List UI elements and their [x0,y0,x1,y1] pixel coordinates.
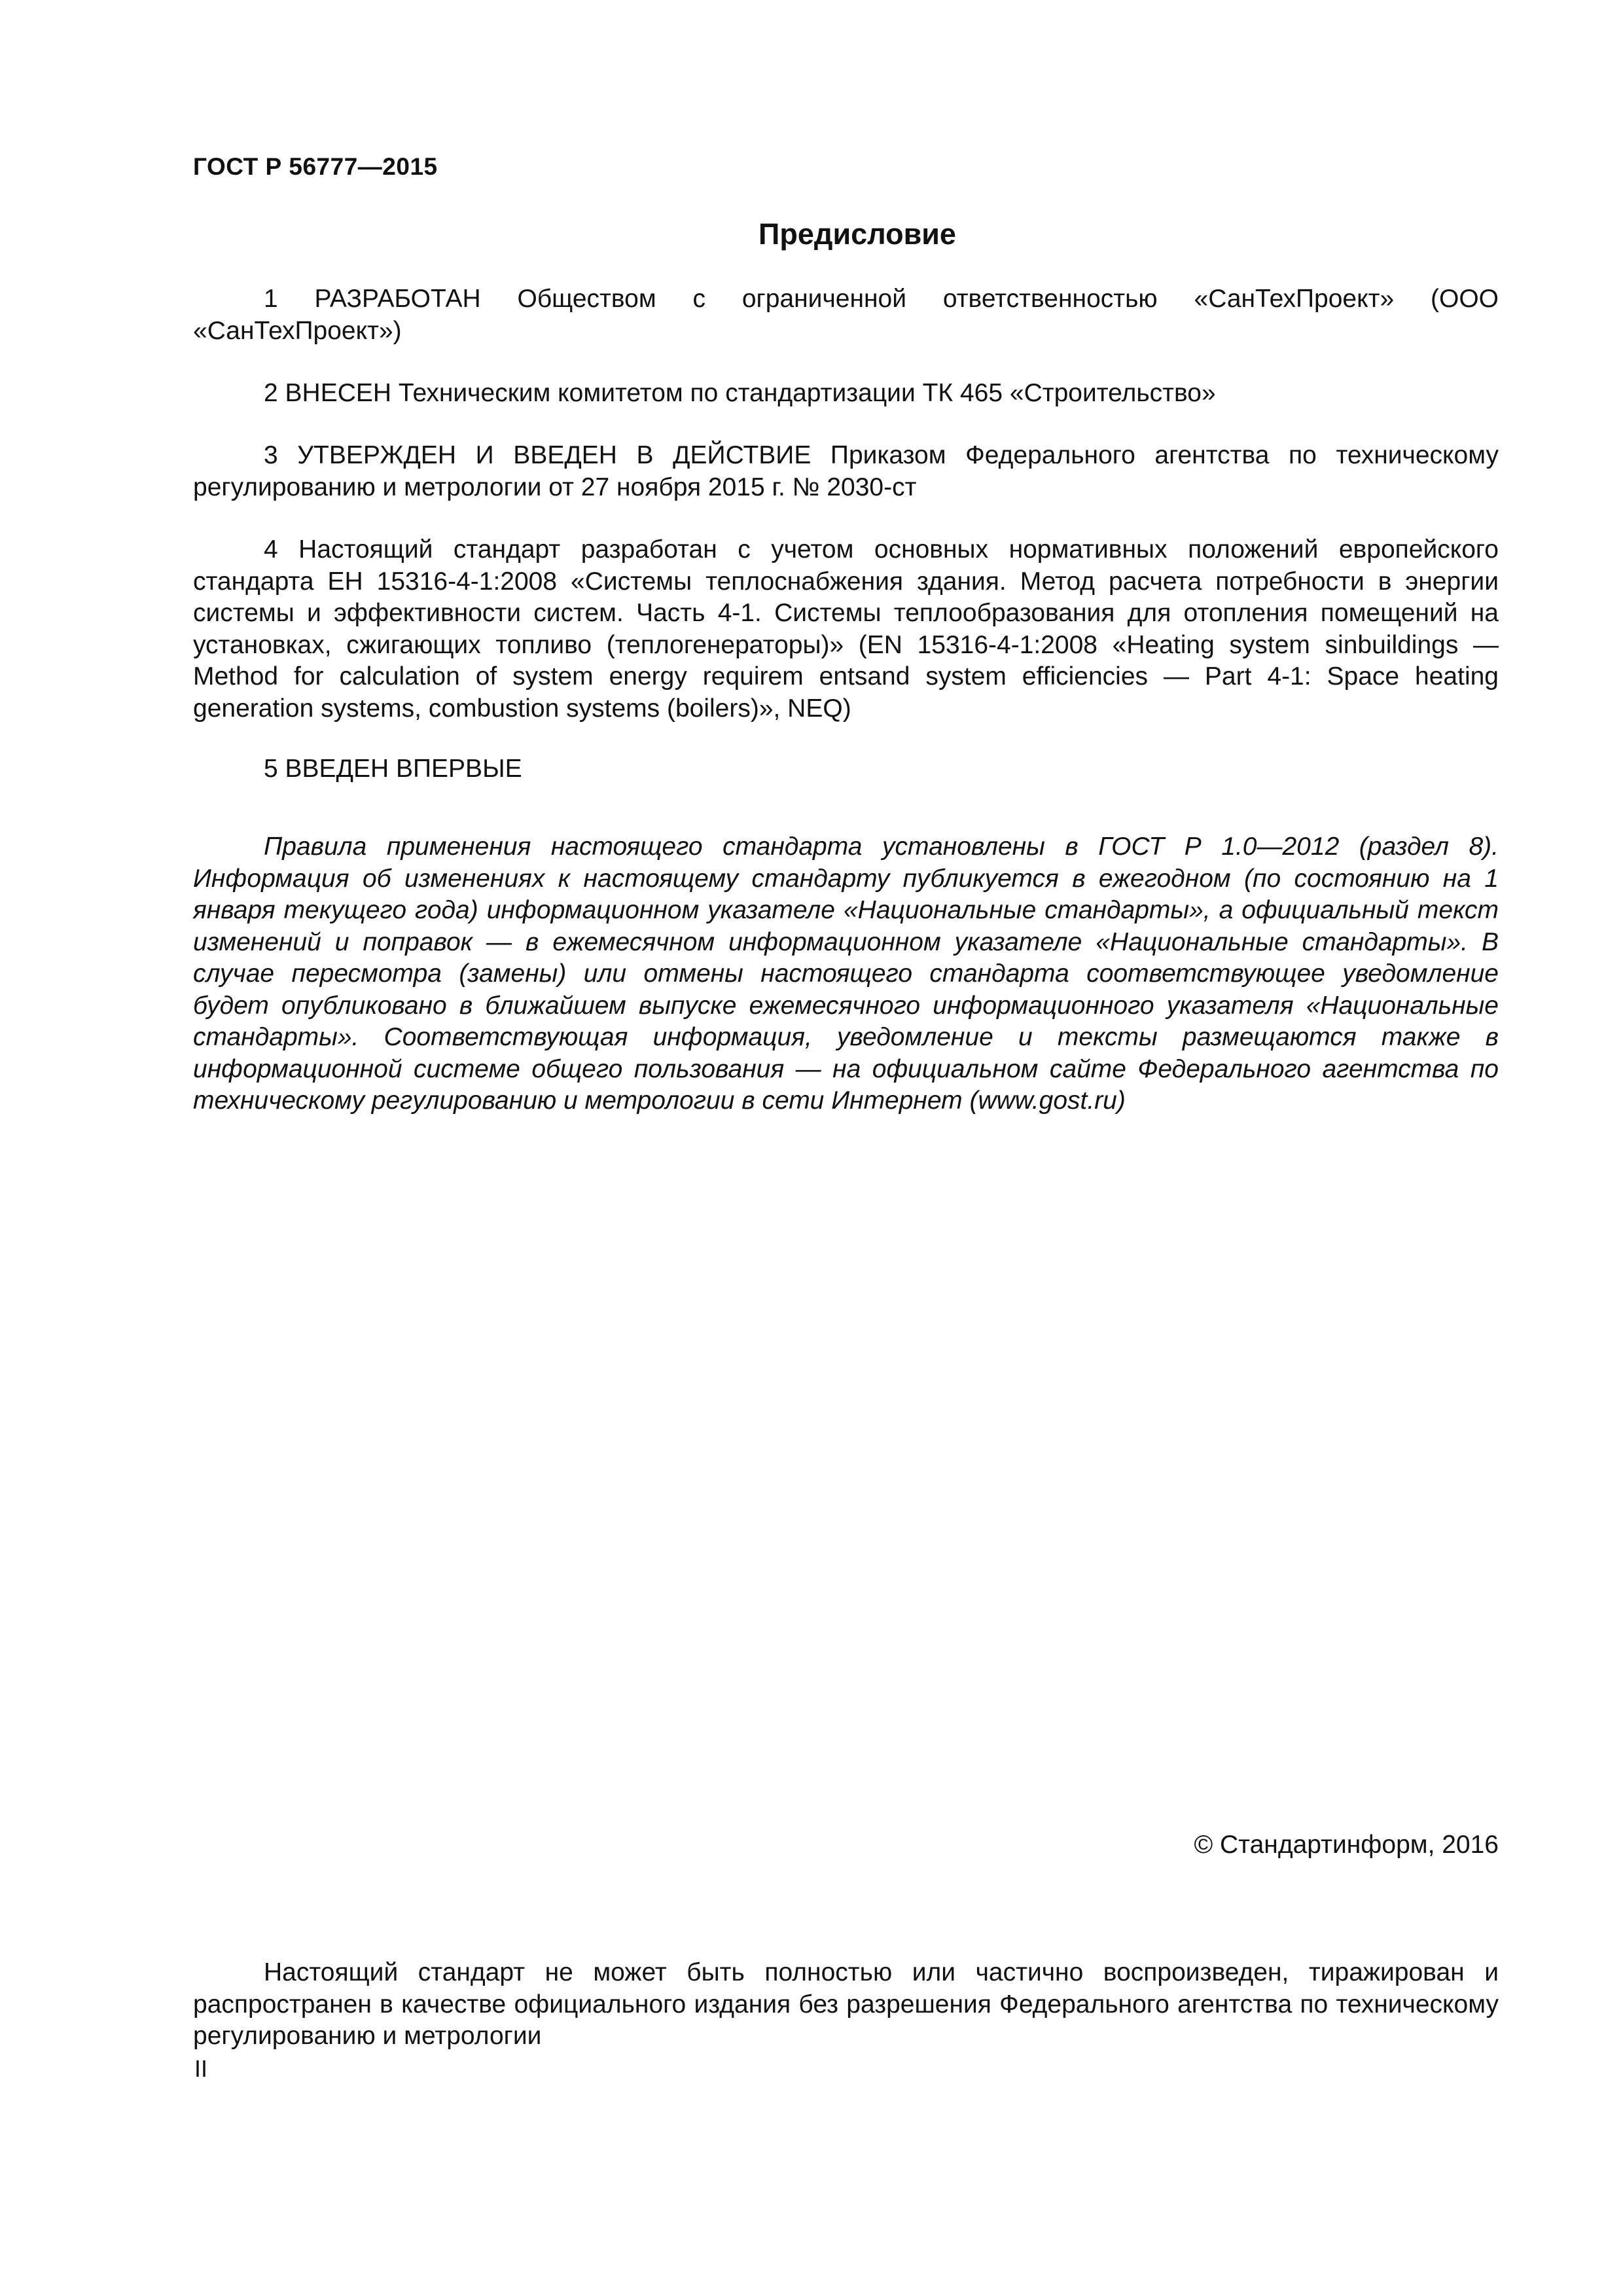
copyright-notice: © Стандартинформ, 2016 [1194,1831,1499,1859]
paragraph-3-approved: 3 УТВЕРЖДЕН И ВВЕДЕН В ДЕЙСТВИЕ Приказом Федерального агентства по техническому регулированию и метрологии от 27 ноября 2015 г. № 2030-ст [193,441,1499,501]
paragraph-2-introduced-by: 2 ВНЕСЕН Техническим комитетом по стандартизации ТК 465 «Строительство» [264,379,1216,407]
paragraph-4-based-on-standard: 4 Настоящий стандарт разработан с учетом основных нормативных положений европейского стандарта ЕН 15316-4-1:2008 «Системы теплоснабжения здания. Метод расчета потребности в энергии системы и эффективности систем. Часть 4-1. Системы теплообразования для отопления помещений на установках, сжигающих топливо (теплогенераторы)» (EN 15316-4-1:2008 «Heating system sinbuildings — Method for calculation of system energy requirem entsand system efficiencies — Part 4-1: Space heating generation systems, combustion systems (boilers)», NEQ) [193,535,1499,723]
paragraph-5-first-introduced: 5 ВВЕДЕН ВПЕРВЫЕ [264,755,522,783]
reproduction-notice: Настоящий стандарт не может быть полностью или частично воспроизведен, тиражирован и распространен в качестве официального издания без разрешения Федерального агентства по техническому регулированию и метрологии [193,1958,1499,2050]
paragraph-1-developed-by: 1 РАЗРАБОТАН Обществом с ограниченной ответственностью «СанТехПроект» (ООО «СанТехПроект») [193,285,1499,345]
page-number: II [194,2055,208,2082]
standard-code-header: ГОСТ Р 56777—2015 [193,153,438,180]
application-rules-paragraph: Правила применения настоящего стандарта установлены в ГОСТ Р 1.0—2012 (раздел 8). Информация об изменениях к настоящему стандарту публикуется в ежегодном (по состоянию на 1 января текущего года) информационном указателе «Национальные стандарты», а официальный текст изменений и поправок — в ежемесячном информационном указателе «Национальные стандарты». В случае пересмотра (замены) или отмены настоящего стандарта соответствующее уведомление будет опубликовано в ближайшем выпуске ежемесячного информационного указателя «Национальные стандарты». Соответствующая информация, уведомление и тексты размещаются также в информационной системе общего пользования — на официальном сайте Федерального агентства по техническому регулированию и метрологии в сети Интернет (www.gost.ru) [193,833,1499,1115]
page-title: Предисловие [758,217,956,251]
